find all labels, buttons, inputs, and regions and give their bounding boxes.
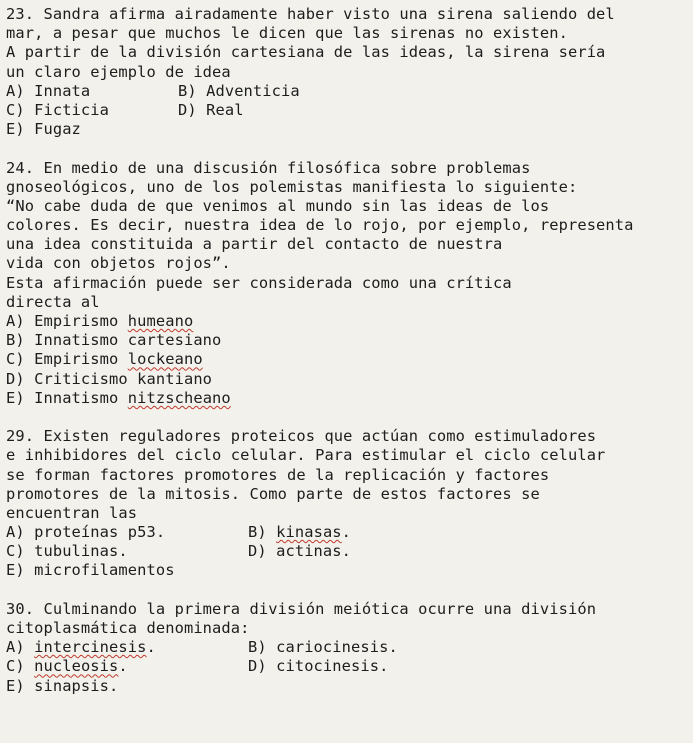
option-e bbox=[6, 389, 690, 408]
question-30-line: citoplasmática denominada: bbox=[6, 619, 250, 637]
option-c bbox=[6, 350, 690, 369]
option-c: C) tubulinas. bbox=[6, 542, 128, 561]
option-a-prefix: A) bbox=[6, 638, 35, 657]
option-d: D) actinas. bbox=[248, 542, 352, 561]
option-b bbox=[248, 523, 351, 542]
question-24-line: 24. En medio de una discusión filosófica sobre problemas bbox=[6, 158, 531, 177]
question-24-line: “No cabe duda de que venimos al mundo sin las ideas de los bbox=[6, 196, 550, 215]
question-23-options-row-1 bbox=[6, 82, 690, 101]
question-30-options-row-2 bbox=[6, 657, 690, 676]
question-29 bbox=[6, 427, 690, 581]
question-29-line: encuentran las bbox=[6, 503, 138, 522]
option-e-prefix: E) Innatismo bbox=[6, 388, 128, 407]
question-23-line: 23. Sandra afirma airadamente haber visto una sirena saliendo del bbox=[6, 5, 615, 23]
option-c-word: nucleosis bbox=[34, 657, 119, 676]
option-b: B) Innatismo cartesiano bbox=[6, 331, 222, 350]
question-29-options-row-1 bbox=[6, 523, 690, 542]
question-29-line: promotores de la mitosis. Como parte de estos factores se bbox=[6, 484, 540, 503]
spacer bbox=[6, 408, 690, 427]
question-24-line: Esta afirmación puede ser considerada como una crítica bbox=[6, 273, 512, 292]
question-23-options-row-2 bbox=[6, 101, 690, 120]
option-a-prefix: A) Empirismo bbox=[6, 312, 128, 330]
option-c-prefix: C) Empirismo bbox=[6, 350, 128, 369]
option-b: B) cariocinesis. bbox=[248, 638, 398, 657]
question-24-line: vida con objetos rojos”. bbox=[6, 254, 231, 273]
option-a-suffix: . bbox=[146, 638, 156, 657]
option-c-suffix: . bbox=[118, 657, 128, 676]
option-d: D) citocinesis. bbox=[248, 657, 389, 676]
question-30-options-row-1 bbox=[6, 638, 690, 657]
question-29-line: se forman factores promotores de la replicación y factores bbox=[6, 465, 550, 484]
spacer bbox=[6, 139, 690, 158]
question-24-line: una idea constituida a partir del contacto de nuestra bbox=[6, 235, 503, 254]
question-29-options-row-2 bbox=[6, 542, 690, 561]
question-30-line: 30. Culminando la primera división meiótica ocurre una división bbox=[6, 599, 597, 618]
option-e: E) sinapsis. bbox=[6, 676, 119, 695]
option-b-prefix: B) bbox=[248, 523, 277, 542]
option-a bbox=[6, 638, 248, 657]
option-b-word: kinasas bbox=[276, 523, 342, 542]
question-23-line: un claro ejemplo de idea bbox=[6, 62, 231, 81]
question-24-line: colores. Es decir, nuestra idea de lo rojo, por ejemplo, representa bbox=[6, 216, 634, 235]
option-a: A) Innata bbox=[6, 81, 91, 100]
question-23-line: A partir de la división cartesiana de las ideas, la sirena sería bbox=[6, 43, 606, 62]
question-24-line: directa al bbox=[6, 292, 100, 311]
option-e: E) Fugaz bbox=[6, 120, 81, 139]
question-23 bbox=[6, 5, 690, 139]
option-e: E) microfilamentos bbox=[6, 561, 175, 580]
question-30 bbox=[6, 600, 690, 696]
option-b: B) Adventicia bbox=[178, 81, 300, 100]
option-c-prefix: C) bbox=[6, 657, 35, 676]
option-a bbox=[6, 312, 690, 331]
spacer bbox=[6, 581, 690, 600]
question-24-line: gnoseológicos, uno de los polemistas manifiesta lo siguiente: bbox=[6, 177, 578, 196]
question-24 bbox=[6, 159, 690, 408]
option-d: D) Real bbox=[178, 100, 244, 119]
option-c bbox=[6, 657, 248, 676]
option-a-word: humeano bbox=[127, 312, 194, 330]
option-e-word: nitzscheano bbox=[127, 388, 231, 407]
exam-page bbox=[6, 5, 690, 696]
option-b-suffix: . bbox=[341, 523, 352, 542]
question-23-line: mar, a pesar que muchos le dicen que las sirenas no existen. bbox=[6, 24, 568, 43]
option-c: C) Ficticia bbox=[6, 100, 110, 119]
option-c-word: lockeano bbox=[127, 350, 203, 369]
option-a: A) proteínas p53. bbox=[6, 523, 166, 542]
option-a-word: intercinesis bbox=[34, 638, 147, 657]
option-d: D) Criticismo kantiano bbox=[6, 369, 213, 388]
question-29-line: e inhibidores del ciclo celular. Para estimular el ciclo celular bbox=[6, 446, 606, 465]
question-29-line: 29. Existen reguladores proteicos que actúan como estimuladores bbox=[6, 427, 597, 446]
